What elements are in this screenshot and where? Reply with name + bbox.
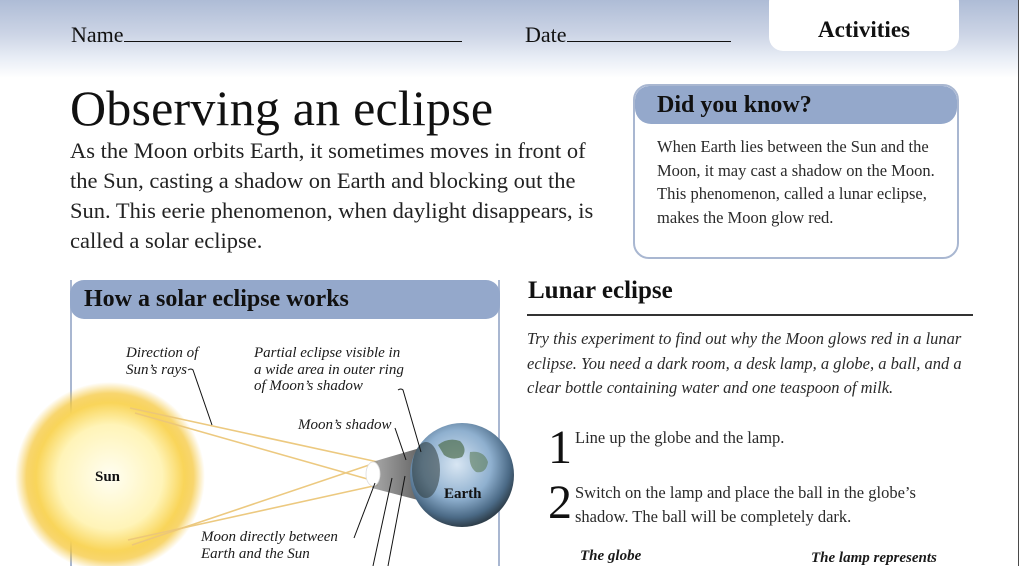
label-partial-eclipse (254, 345, 409, 395)
step-text: Line up the globe and the lamp. (575, 428, 785, 447)
did-you-know-box (633, 84, 959, 259)
label-moon-between-text: Moon directly between Earth and the Sun (201, 529, 338, 562)
step-number: 1 (548, 421, 572, 474)
lunar-heading-rule (527, 314, 973, 316)
name-blank-line[interactable] (124, 20, 462, 42)
date-label: Date (525, 22, 567, 47)
label-moon-between (201, 529, 356, 562)
moon (366, 462, 380, 486)
label-sun: Sun (95, 469, 121, 485)
label-partial-text: Partial eclipse visible in a wide area in outer ring of Moon’s shadow (254, 345, 404, 394)
caption-the-globe: The globe (580, 548, 642, 564)
name-label: Name (71, 22, 124, 47)
activities-tab (769, 0, 959, 51)
earth-globe (410, 423, 514, 527)
caption-the-lamp: The lamp represents (811, 550, 937, 566)
step-number: 2 (548, 476, 572, 529)
did-you-know-title: Did you know? (635, 86, 957, 124)
did-you-know-body: When Earth lies between the Sun and the Moon, it may cast a shadow on the Moon. This phenomenon, called a lunar eclipse, makes the Moon glow red. (657, 137, 935, 227)
solar-eclipse-panel-title: How a solar eclipse works (70, 280, 500, 319)
lunar-intro-paragraph: Try this experiment to find out why the Moon glows red in a lunar eclipse. You need a dark room, a desk lamp, a globe, a ball, and a clear bottle containing water and one teaspoon of milk. (527, 329, 962, 397)
page-edge-border (1018, 0, 1019, 566)
label-earth: Earth (444, 486, 482, 502)
label-direction-text: Direction of Sun’s rays (126, 345, 199, 378)
label-moons-shadow-text: Moon’s shadow (298, 417, 392, 433)
intro-paragraph: As the Moon orbits Earth, it sometimes moves in front of the Sun, casting a shadow on Earth and blocking out the Sun. This eerie phenomenon, when daylight disappears, is called a solar eclipse. (70, 138, 594, 253)
date-field[interactable] (525, 20, 731, 48)
date-blank-line[interactable] (567, 20, 731, 42)
label-moons-shadow (298, 417, 392, 434)
step-2 (548, 476, 950, 529)
name-field[interactable] (71, 20, 462, 48)
label-direction-of-suns-rays (126, 345, 216, 378)
step-1 (548, 421, 965, 474)
activities-tab-label: Activities (818, 17, 910, 42)
page-title: Observing an eclipse (70, 80, 494, 136)
step-text: Switch on the lamp and place the ball in the globe’s shadow. The ball will be completely dark. (575, 483, 916, 526)
lunar-eclipse-heading: Lunar eclipse (528, 277, 673, 304)
